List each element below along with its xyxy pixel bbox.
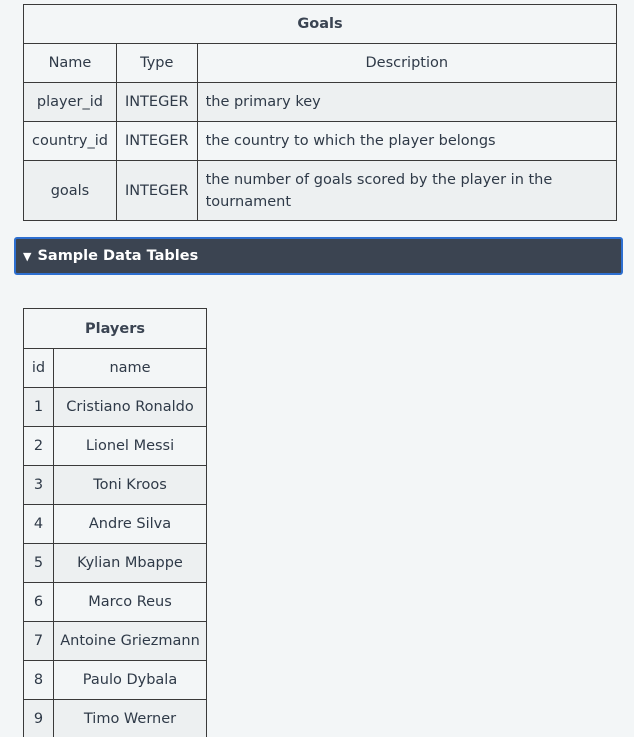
section-label: Sample Data Tables [37,248,199,264]
column-header-id: id [24,349,54,388]
player-name-cell: Cristiano Ronaldo [54,388,207,427]
player-id-cell: 4 [24,505,54,544]
player-id-cell: 8 [24,661,54,700]
table-row [24,83,617,122]
table-row [24,700,207,737]
player-id-cell: 2 [24,427,54,466]
goals-table-title: Goals [24,5,617,44]
table-row [24,466,207,505]
table-row [24,583,207,622]
player-name-cell: Toni Kroos [54,466,207,505]
player-id-cell: 5 [24,544,54,583]
players-table [23,308,207,737]
table-row [24,505,207,544]
field-name-cell: goals [24,161,117,221]
field-type-cell: INTEGER [116,83,197,122]
player-name-cell: Kylian Mbappe [54,544,207,583]
player-name-cell: Lionel Messi [54,427,207,466]
column-header-type: Type [116,44,197,83]
column-header-name: Name [24,44,117,83]
players-table-title: Players [24,309,207,349]
player-name-cell: Paulo Dybala [54,661,207,700]
column-header-player-name: name [54,349,207,388]
field-name-cell: country_id [24,122,117,161]
sample-data-tables-toggle[interactable] [14,237,623,275]
table-row [24,161,617,221]
player-id-cell: 6 [24,583,54,622]
player-id-cell: 1 [24,388,54,427]
player-id-cell: 3 [24,466,54,505]
field-name-cell: player_id [24,83,117,122]
field-type-cell: INTEGER [116,161,197,221]
table-row [24,622,207,661]
field-description-cell: the country to which the player belongs [197,122,616,161]
player-name-cell: Timo Werner [54,700,207,737]
player-name-cell: Antoine Griezmann [54,622,207,661]
goals-schema-table [23,4,617,221]
table-row [24,427,207,466]
triangle-down-icon: ▼ [23,249,32,263]
column-header-description: Description [197,44,616,83]
player-id-cell: 7 [24,622,54,661]
field-description-cell: the number of goals scored by the player in the tournament [197,161,616,221]
field-description-cell: the primary key [197,83,616,122]
player-name-cell: Marco Reus [54,583,207,622]
table-row [24,661,207,700]
table-row [24,544,207,583]
field-type-cell: INTEGER [116,122,197,161]
table-row [24,388,207,427]
player-id-cell: 9 [24,700,54,737]
table-row [24,122,617,161]
player-name-cell: Andre Silva [54,505,207,544]
